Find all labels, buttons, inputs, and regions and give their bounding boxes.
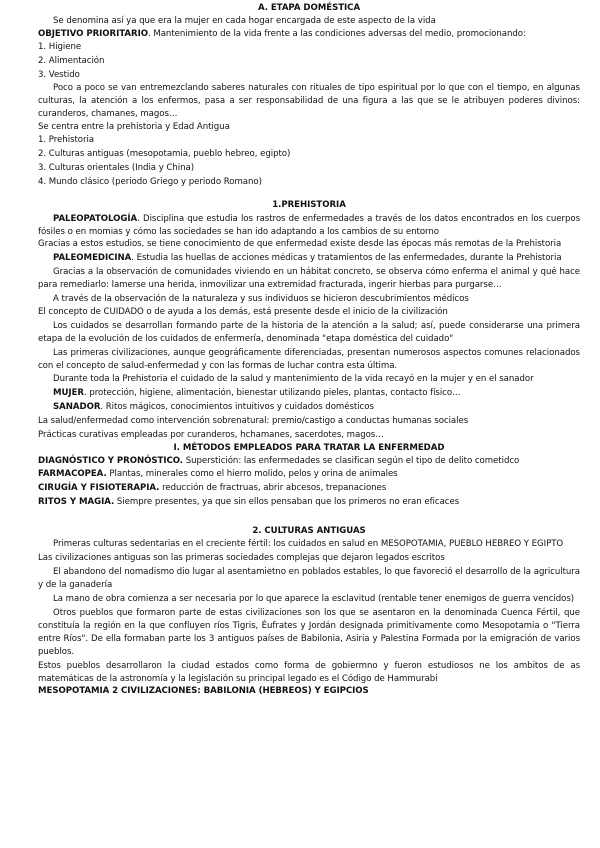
paragraph-concepto: El concepto de CUIDADO o de ayuda a los demás, está presente desde el inicio de la civilización [38, 306, 448, 317]
list-item: 1. Prehistoria [38, 135, 95, 146]
paleomedicina-text: . Estudia las huellas de acciones médicas y tratamientos de las enfermedades, durante la Prehistoria [131, 253, 562, 264]
list-item: 3. Culturas orientales (India y China) [38, 162, 195, 173]
paragraph-salud: La salud/enfermedad como intervención sobrenatural: premio/castigo a conductas humanas sociales [38, 416, 469, 427]
paragraph-poco-a-poco: Poco a poco se van entremezclando saberes naturales con rituales de tipo espiritual por lo que con el tiempo, en algunas culturas, la atención a los enfermos, pasa a ser responsabilidad de una figura a las que se le atribuyen poderes divinos: curanderos, chamanes, magos… [38, 83, 580, 120]
sanador-text: . Ritos mágicos, conocimientos intuitivos y cuidados domésticos [100, 402, 374, 413]
section-heading-prehistoria: 1.PREHISTORIA [272, 199, 346, 210]
term-sanador: SANADOR [53, 402, 101, 413]
paragraph-paleomedicina [38, 252, 580, 265]
list-item: 2. Alimentación [38, 55, 105, 66]
section-heading-metodos: I. MÉTODOS EMPLEADOS PARA TRATAR LA ENFERMEDAD [173, 443, 445, 453]
paragraph-intro: Se denomina así ya que era la mujer en cada hogar encargada de este aspecto de la vida [53, 15, 436, 26]
term-ritos: RITOS Y MAGIA. [38, 496, 115, 507]
term-paleomedicina: PALEOMEDICINA [53, 253, 132, 264]
paragraph-sanador [38, 401, 580, 414]
term-farmacopea: FARMACOPEA. [38, 468, 107, 479]
list-item [38, 482, 580, 495]
paragraph-traves: A través de la observación de la naturaleza y sus individuos se hicieron descubrimientos médicos [53, 294, 469, 305]
paragraph-gracias-1: Gracias a estos estudios, se tiene conocimiento de que enfermedad existe desde las épocas más remotas de la Prehistoria [38, 239, 562, 250]
paragraph-culturas-3: El abandono del nomadismo dio lugar al asentamietno en poblados estables, lo que favoreció el desarrollo de la agricultura y de la ganadería [38, 567, 580, 591]
paragraph-culturas-4: La mano de obra comienza a ser necesaria por lo que aparece la esclavitud (rentable tener enemigos de guerra vencidos) [53, 594, 575, 605]
term-mujer: MUJER [53, 388, 84, 399]
term-diagnostico: DIAGNÓSTICO Y PRONÓSTICO. [38, 455, 184, 466]
paragraph-culturas-6: Estos pueblos desarrollaron la ciudad estados como forma de gobiermno y fueron estudiosos ne los ambitos de as matemáticas de la astronomía y la legislación su principal legado es el Código de Hammurabi [38, 660, 580, 684]
cirugia-text: reducción de fractruas, abrir abcesos, trepanaciones [159, 482, 387, 493]
paragraph-mujer [38, 387, 580, 400]
list-item: 1. Higiene [38, 41, 82, 52]
diagnostico-text: Superstición: las enfermedades se clasifican según el tipo de delito cometidco [183, 455, 520, 466]
paragraph-paleopatologia [38, 213, 580, 239]
paragraph-cuidados: Los cuidados se desarrollan formando parte de la historia de la atención a la salud; así, puede considerarse una primera etapa de la evolución de los cuidados de enfermería, denominada "etapa doméstica del cuidado" [38, 320, 580, 344]
paleopatologia-text: . Disciplina que estudia los rastros de enfermedades a través de los datos encontrados en los cuerpos fósiles o en momias y cómo las sociedades se han ido adaptando a los cambios de su entorno [38, 213, 580, 237]
term-paleopatologia: PALEOPATOLOGÍA [53, 213, 138, 224]
paragraph-durante: Durante toda la Prehistoria el cuidado de la salud y mantenimiento de la vida recayó en la mujer y en el sanador [53, 374, 534, 385]
list-item [38, 455, 580, 468]
ritos-text: Siempre presentes, ya que sin ellos pensaban que los primeros no eran eficaces [114, 496, 460, 507]
paragraph-gracias-2: Gracias a la observación de comunidades viviendo en un hábitat concreto, se observa cómo enferma el animal y qué hace para remediarlo: lamerse una herida, inmovilizar una extremidad fracturada, ingerir hierbas para purgarse… [38, 267, 580, 291]
list-item: 2. Culturas antiguas (mesopotamia, pueblo hebreo, egipto) [38, 148, 291, 159]
paragraph-culturas-2: Las civilizaciones antiguas son las primeras sociedades complejas que dejaron legados escritos [38, 553, 445, 564]
list-item [38, 468, 580, 481]
term-objetivo: OBJETIVO PRIORITARIO [38, 28, 148, 39]
paragraph-practicas: Prácticas curativas empleadas por curanderos, hchamanes, sacerdotes, magos… [38, 430, 384, 441]
paragraph-mesopotamia: MESOPOTAMIA 2 CIVILIZACIONES: BABILONIA (HEBREOS) Y EGIPCIOS [38, 686, 369, 697]
paragraph-culturas-1: Primeras culturas sedentarias en el creciente fértil: los cuidados en salud en MESOPOTAMIA, PUEBLO HEBREO Y EGIPTO [53, 539, 564, 550]
mujer-text: . protección, higiene, alimentación, bienestar utilizando pieles, plantas, contacto físico… [83, 388, 461, 399]
list-item: 3. Vestido [38, 69, 80, 80]
paragraph-centra: Se centra entre la prehistoria y Edad Antigua [38, 122, 230, 133]
list-item: 4. Mundo clásico (periodo Griego y periodo Romano) [38, 176, 262, 187]
term-cirugia: CIRUGÍA Y FISIOTERAPIA. [38, 482, 160, 493]
list-item [38, 496, 580, 509]
farmacopea-text: Plantas, minerales como el hierro molido, pelos y orina de animales [106, 468, 398, 479]
section-heading-culturas: 2. CULTURAS ANTIGUAS [252, 525, 366, 536]
section-heading-etapa: A. ETAPA DOMÉSTICA [257, 3, 361, 13]
objetivo-text: . Mantenimiento de la vida frente a las condiciones adversas del medio, promocionando: [147, 28, 526, 39]
paragraph-culturas-5: Otros pueblos que formaron parte de estas civilizaciones son los que se asentaron en la denominada Cuenca Fértil, que constituía la región en la que confluyen ríos Tigris, Éufrates y Jordán designada primitivamente como Mesopotamia o "Tierra entre Ríos". De ella formaban parte los 3 antiguos países de Babilonia, Asiria y Palestina Formada por la emigración de varios pueblos. [38, 607, 580, 657]
paragraph-objetivo [38, 28, 580, 41]
paragraph-primeras: Las primeras civilizaciones, aunque geográficamente diferenciadas, presentan numerosos aspectos comunes relacionados con el concepto de salud-enfermedad y con las formas de luchar contra esta última. [38, 347, 580, 371]
